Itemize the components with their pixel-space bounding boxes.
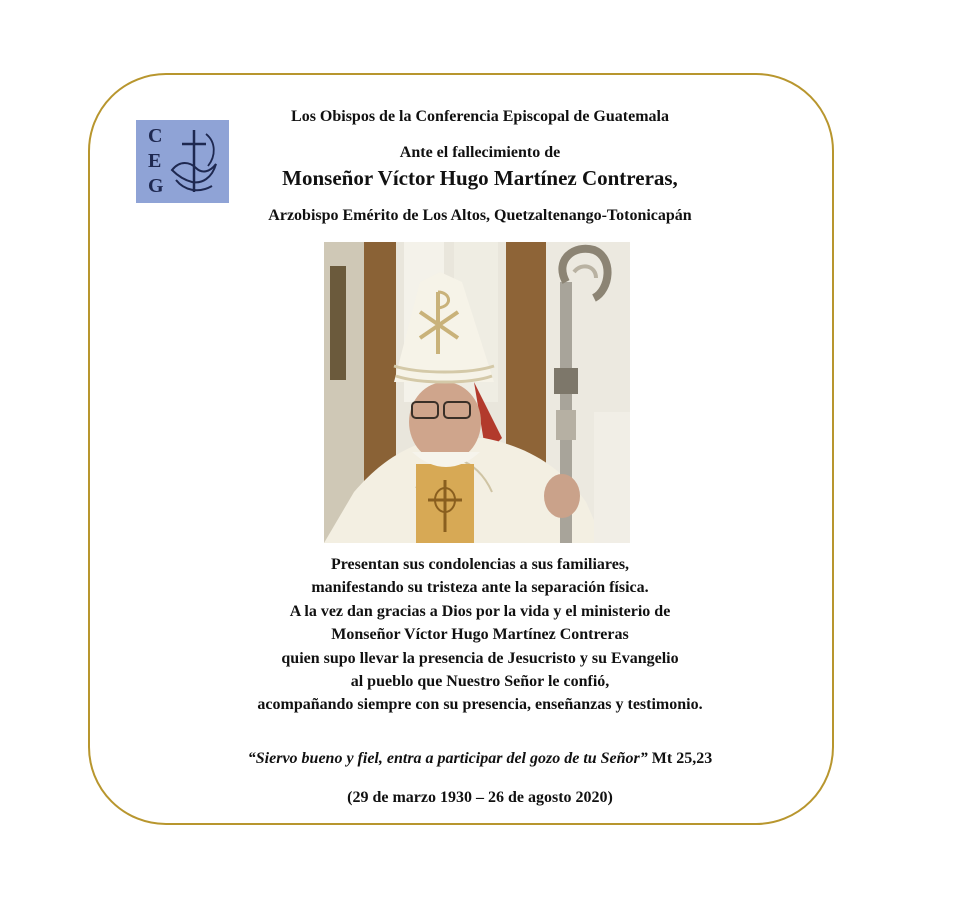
intro-line: Ante el fallecimiento de [399, 144, 561, 161]
issuing-organization: Los Obispos de la Conferencia Episcopal de Guatemala [291, 108, 669, 125]
bishop-photo [324, 242, 630, 543]
condolence-body-line: al pueblo que Nuestro Señor le confió, [350, 673, 610, 690]
condolence-body-line: acompañando siempre con su presencia, enseñanzas y testimonio. [257, 696, 703, 714]
quote-reference: Mt 25,23 [651, 750, 713, 767]
quote-text: “Siervo bueno y fiel, entra a participar del gozo de tu Señor” [247, 750, 648, 767]
logo-letter-g: G [148, 175, 164, 197]
condolence-body-line: quien supo llevar la presencia de Jesucristo y su Evangelio [281, 649, 679, 667]
life-dates: (29 de marzo 1930 – 26 de agosto 2020) [347, 789, 613, 806]
scripture-quote [0, 750, 960, 768]
condolence-body-line: Presentan sus condolencias a sus familiares, [330, 556, 630, 573]
logo-letter-e: E [148, 150, 162, 172]
condolence-body-line: manifestando su tristeza ante la separación física. [311, 579, 649, 597]
logo-letter-c: C [148, 125, 163, 147]
deceased-title: Arzobispo Emérito de Los Altos, Quetzaltenango-Totonicapán [268, 207, 692, 224]
condolence-body-line: Monseñor Víctor Hugo Martínez Contreras [331, 626, 629, 644]
condolence-body-line: A la vez dan gracias a Dios por la vida y el ministerio de [289, 602, 671, 620]
deceased-name-heading: Monseñor Víctor Hugo Martínez Contreras, [282, 166, 678, 190]
